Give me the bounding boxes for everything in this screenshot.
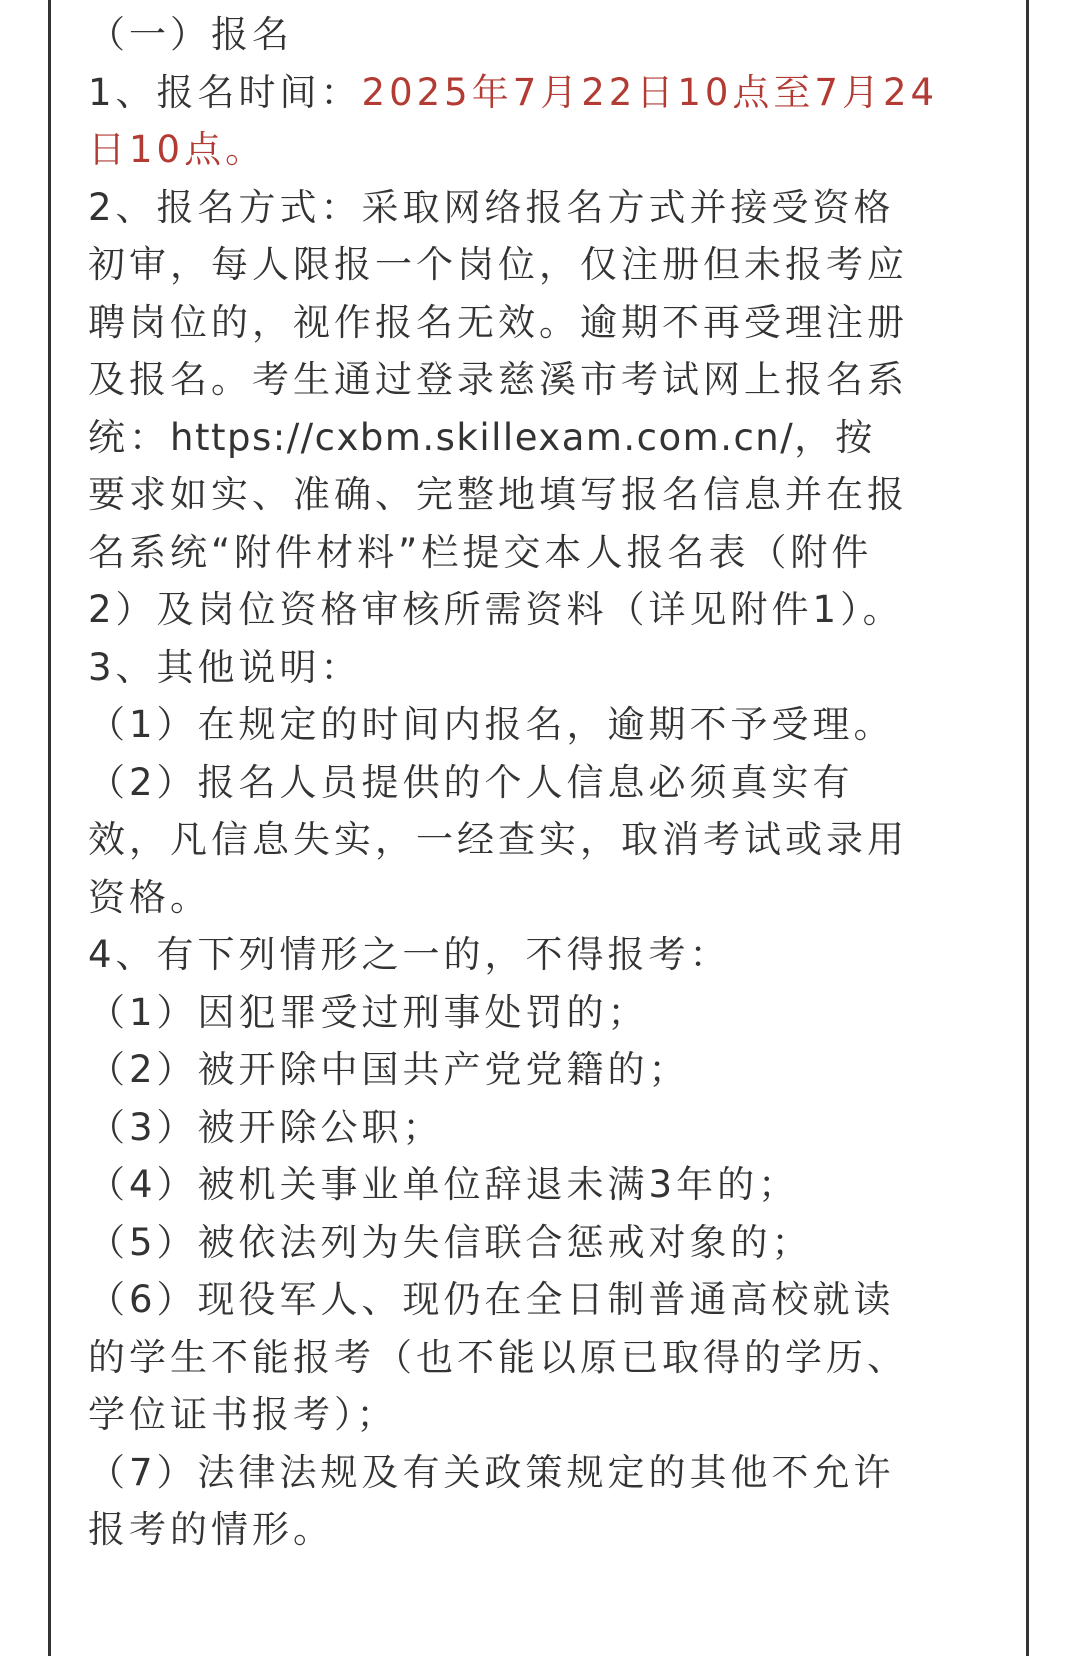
- registration-method-line: 聘岗位的，视作报名无效。逾期不再受理注册: [88, 300, 908, 344]
- other-notes-line: （2）报名人员提供的个人信息必须真实有: [88, 760, 854, 804]
- url-prefix: 统：: [88, 415, 170, 459]
- registration-method-line: 及报名。考生通过登录慈溪市考试网上报名系: [88, 358, 908, 401]
- registration-url-line: [88, 409, 988, 467]
- ineligibility-item: （6）现役军人、现仍在全日制普通高校就读: [88, 1278, 895, 1321]
- notice-content: [88, 6, 988, 1559]
- other-notes-heading: 3、其他说明：: [88, 645, 362, 689]
- url-suffix: ，按: [794, 415, 877, 459]
- other-notes-line: （1）在规定的时间内报名，逾期不予受理。: [88, 703, 895, 746]
- other-notes-line: 资格。: [88, 875, 211, 919]
- registration-method-line: 名系统“附件材料”栏提交本人报名表（附件: [88, 530, 873, 574]
- registration-url-link[interactable]: https://cxbm.skillexam.com.cn/: [170, 415, 795, 459]
- registration-method-line: 初审，每人限报一个岗位，仅注册但未报考应: [88, 243, 908, 286]
- ineligibility-item: （4）被机关事业单位辞退未满3年的；: [88, 1163, 800, 1206]
- registration-time-value-part2: 日10点。: [88, 128, 267, 171]
- registration-method-line: 要求如实、准确、完整地填写报名信息并在报: [88, 473, 908, 516]
- registration-time-label: 1、报名时间：: [88, 70, 362, 114]
- registration-method-line: 2）及岗位资格审核所需资料（详见附件1）。: [88, 588, 904, 631]
- ineligibility-heading: 4、有下列情形之一的，不得报考：: [88, 933, 731, 976]
- registration-time-line: [88, 64, 988, 122]
- section-title: （一）报名: [88, 13, 293, 56]
- ineligibility-item: （2）被开除中国共产党党籍的；: [88, 1048, 690, 1091]
- ineligibility-item: （3）被开除公职；: [88, 1105, 444, 1149]
- other-notes-line: 效，凡信息失实，一经查实，取消考试或录用: [88, 818, 908, 861]
- ineligibility-item: （5）被依法列为失信联合惩戒对象的；: [88, 1220, 813, 1264]
- ineligibility-item: 学位证书报考）；: [88, 1393, 398, 1436]
- registration-method-line: 2、报名方式：采取网络报名方式并接受资格: [88, 185, 895, 229]
- ineligibility-item: 报考的情形。: [88, 1508, 334, 1551]
- ineligibility-item: （1）因犯罪受过刑事处罚的；: [88, 990, 649, 1034]
- ineligibility-item: 的学生不能报考（也不能以原已取得的学历、: [88, 1335, 908, 1379]
- ineligibility-item: （7）法律法规及有关政策规定的其他不允许: [88, 1450, 895, 1494]
- registration-time-value-part1: 2025年7月22日10点至7月24: [361, 70, 939, 114]
